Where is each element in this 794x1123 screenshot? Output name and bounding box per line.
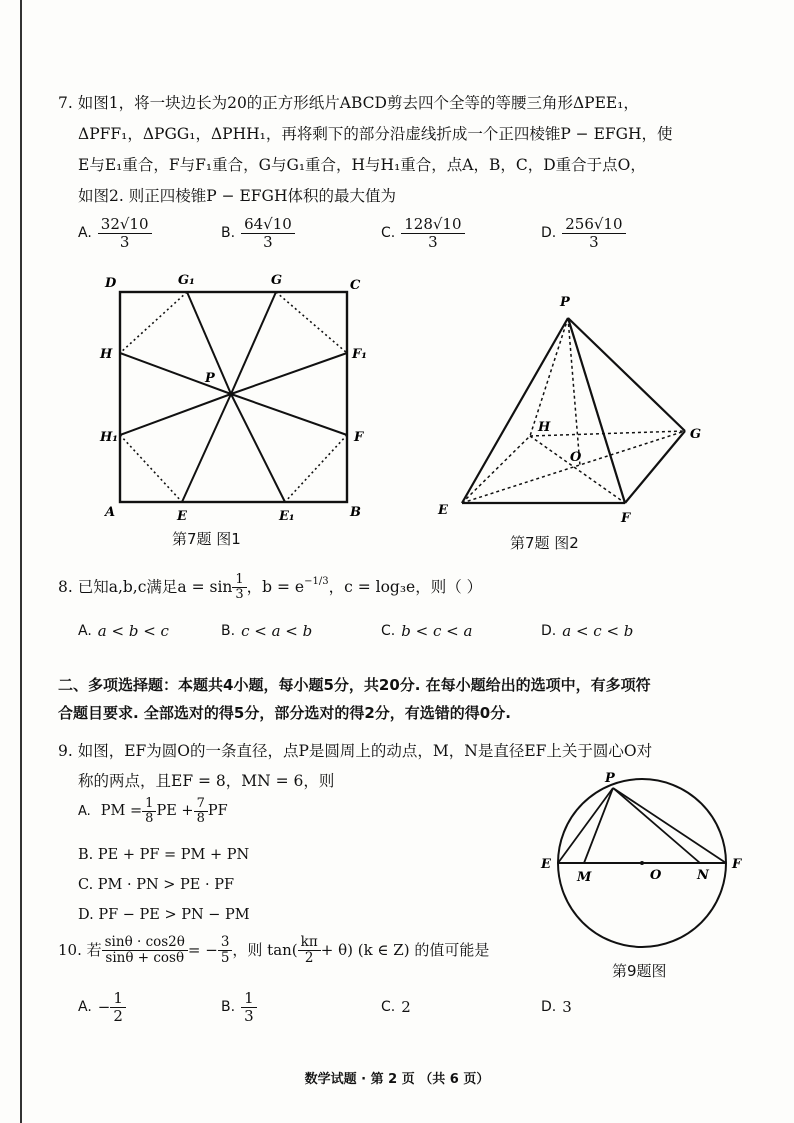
page-footer: 数学试题 · 第 2 页 （共 6 页） [304,1072,490,1087]
q9-option-a[interactable]: A. PM = $\frac{1}{8}$ PE + $\frac{7}{8}$ PF [78,795,228,826]
fig9-label-m: M [577,870,592,885]
q9-option-d[interactable]: D. PF − PE > PN − PM [78,907,250,923]
fig2-label-g: G [690,427,702,442]
fig2-label-f: F [621,511,631,526]
q7-option-a[interactable]: A. $\frac{32√10}{3}$ [78,216,221,250]
q10-stem: 10. 若 $\frac{\sin\theta \cdot \cos 2\theta}{\sin\theta + \cos\theta}$ = − $\frac{3}{5}$ ，则 tan( $\frac{k\pi}{2}$ + θ) (k ∈ Z) 的值可能是 [58,934,490,966]
q9-option-c[interactable]: C. PM · PN > PE · PF [78,877,235,893]
q10-option-d[interactable]: D. 3 [541,998,572,1016]
q10-main-fraction: $\frac{\sin\theta \cdot \cos 2\theta}{\sin\theta + \cos\theta}$ [102,935,188,966]
q7-option-b-value: $\frac{64√10}{3}$ [241,216,295,250]
section2-line1: 二、多项选择题：本题共4小题，每小题5分，共20分. 在每小题给出的选项中，有多项符 [58,676,651,694]
q9-figure [535,768,760,958]
q7-figure1 [95,270,385,525]
q10-option-b[interactable]: B. $\frac{1}{3}$ [221,990,381,1024]
fig9-label-p: P [605,771,615,786]
q7-option-c-value: $\frac{128√10}{3}$ [401,216,464,250]
q8-options [78,622,633,640]
q7-figure2 [430,288,730,528]
fig1-label-e: E [177,509,187,524]
q7-line2: ΔPFF₁，ΔPGG₁，ΔPHH₁，再将剩下的部分沿虚线折成一个正四棱锥P − EFGH，使 [78,125,673,143]
fig1-label-a: A [105,505,116,520]
fig1-label-e1: E₁ [279,509,295,524]
q7-figure2-caption: 第7题 图2 [510,534,579,552]
binding-margin-line [20,0,22,1123]
q9-figure-caption: 第9题图 [612,962,667,980]
q7-line3: E与E₁重合，F与F₁重合，G与G₁重合，H与H₁重合，点A，B，C，D重合于点O， [78,156,646,174]
q7-option-d[interactable]: D. $\frac{256√10}{3}$ [541,216,626,250]
q7-option-d-value: $\frac{256√10}{3}$ [562,216,625,250]
q8-option-d[interactable]: D. a < c < b [541,622,634,640]
q9-line1: 9. 如图，EF为圆O的一条直径，点P是圆周上的动点，M，N是直径EF上关于圆心O对 [58,742,653,760]
fig2-solid-edges [462,318,685,503]
fig9-label-o: O [650,868,662,883]
fig9-label-f: F [732,857,742,872]
fig1-label-f: F [354,430,364,445]
q8-stem: 8. 已知a,b,c满足a = sin $\frac{1}{3}$ ，b = e $^{-1/3}$ ，c = log₃e，则（ ） [58,572,482,603]
q8-exponent: −1/3 [304,576,329,587]
q8-frac: $\frac{1}{3}$ [232,573,246,603]
fig1-solid-lines [120,292,347,502]
q7-option-a-value: $\frac{32√10}{3}$ [98,216,152,250]
fig1-label-h: H [100,347,113,362]
fig1-label-h1: H₁ [100,430,118,445]
fig1-label-g1: G₁ [178,273,195,288]
fig9-center-point [640,861,644,865]
fig1-label-g: G [271,273,283,288]
fig1-label-f1: F₁ [352,347,367,362]
q10-option-c[interactable]: C. 2 [381,998,411,1016]
section2-line2: 合题目要求. 全部选对的得5分，部分选对的得2分，有选错的得0分. [58,704,511,722]
fig9-label-e: E [541,857,551,872]
q9-line2: 称的两点，且EF = 8，MN = 6，则 [78,772,335,790]
q7-line1: 7. 如图1，将一块边长为20的正方形纸片ABCD剪去四个全等的等腰三角形ΔPEE₁， [58,94,639,112]
q10-options [78,990,572,1024]
q7-option-b[interactable]: B. $\frac{64√10}{3}$ [221,216,381,250]
q7-figure1-caption: 第7题 图1 [172,530,241,548]
q7-option-c[interactable]: C. $\frac{128√10}{3}$ [381,216,541,250]
fig9-label-n: N [697,868,709,883]
q10-option-a[interactable]: A. − $\frac{1}{2}$ [78,990,221,1024]
q7-line4: 如图2. 则正四棱锥P − EFGH体积的最大值为 [78,187,396,205]
fig1-label-c: C [350,278,361,293]
fig1-label-b: B [350,505,361,520]
fig1-label-p: P [205,371,215,386]
q8-option-b[interactable]: B. c < a < b [221,622,313,640]
fig1-label-d: D [105,276,117,291]
fig2-label-p: P [560,295,570,310]
q8-option-a[interactable]: A. a < b < c [78,622,169,640]
q8-option-c[interactable]: C. b < c < a [381,622,473,640]
fig2-label-o: O [570,450,582,465]
fig9-chords [558,788,726,863]
q9-option-b[interactable]: B. PE + PF = PM + PN [78,847,250,863]
fig2-label-h: H [538,420,551,435]
fig2-label-e: E [438,503,448,518]
q7-options [78,216,626,250]
fig2-hidden-edges [462,318,685,503]
